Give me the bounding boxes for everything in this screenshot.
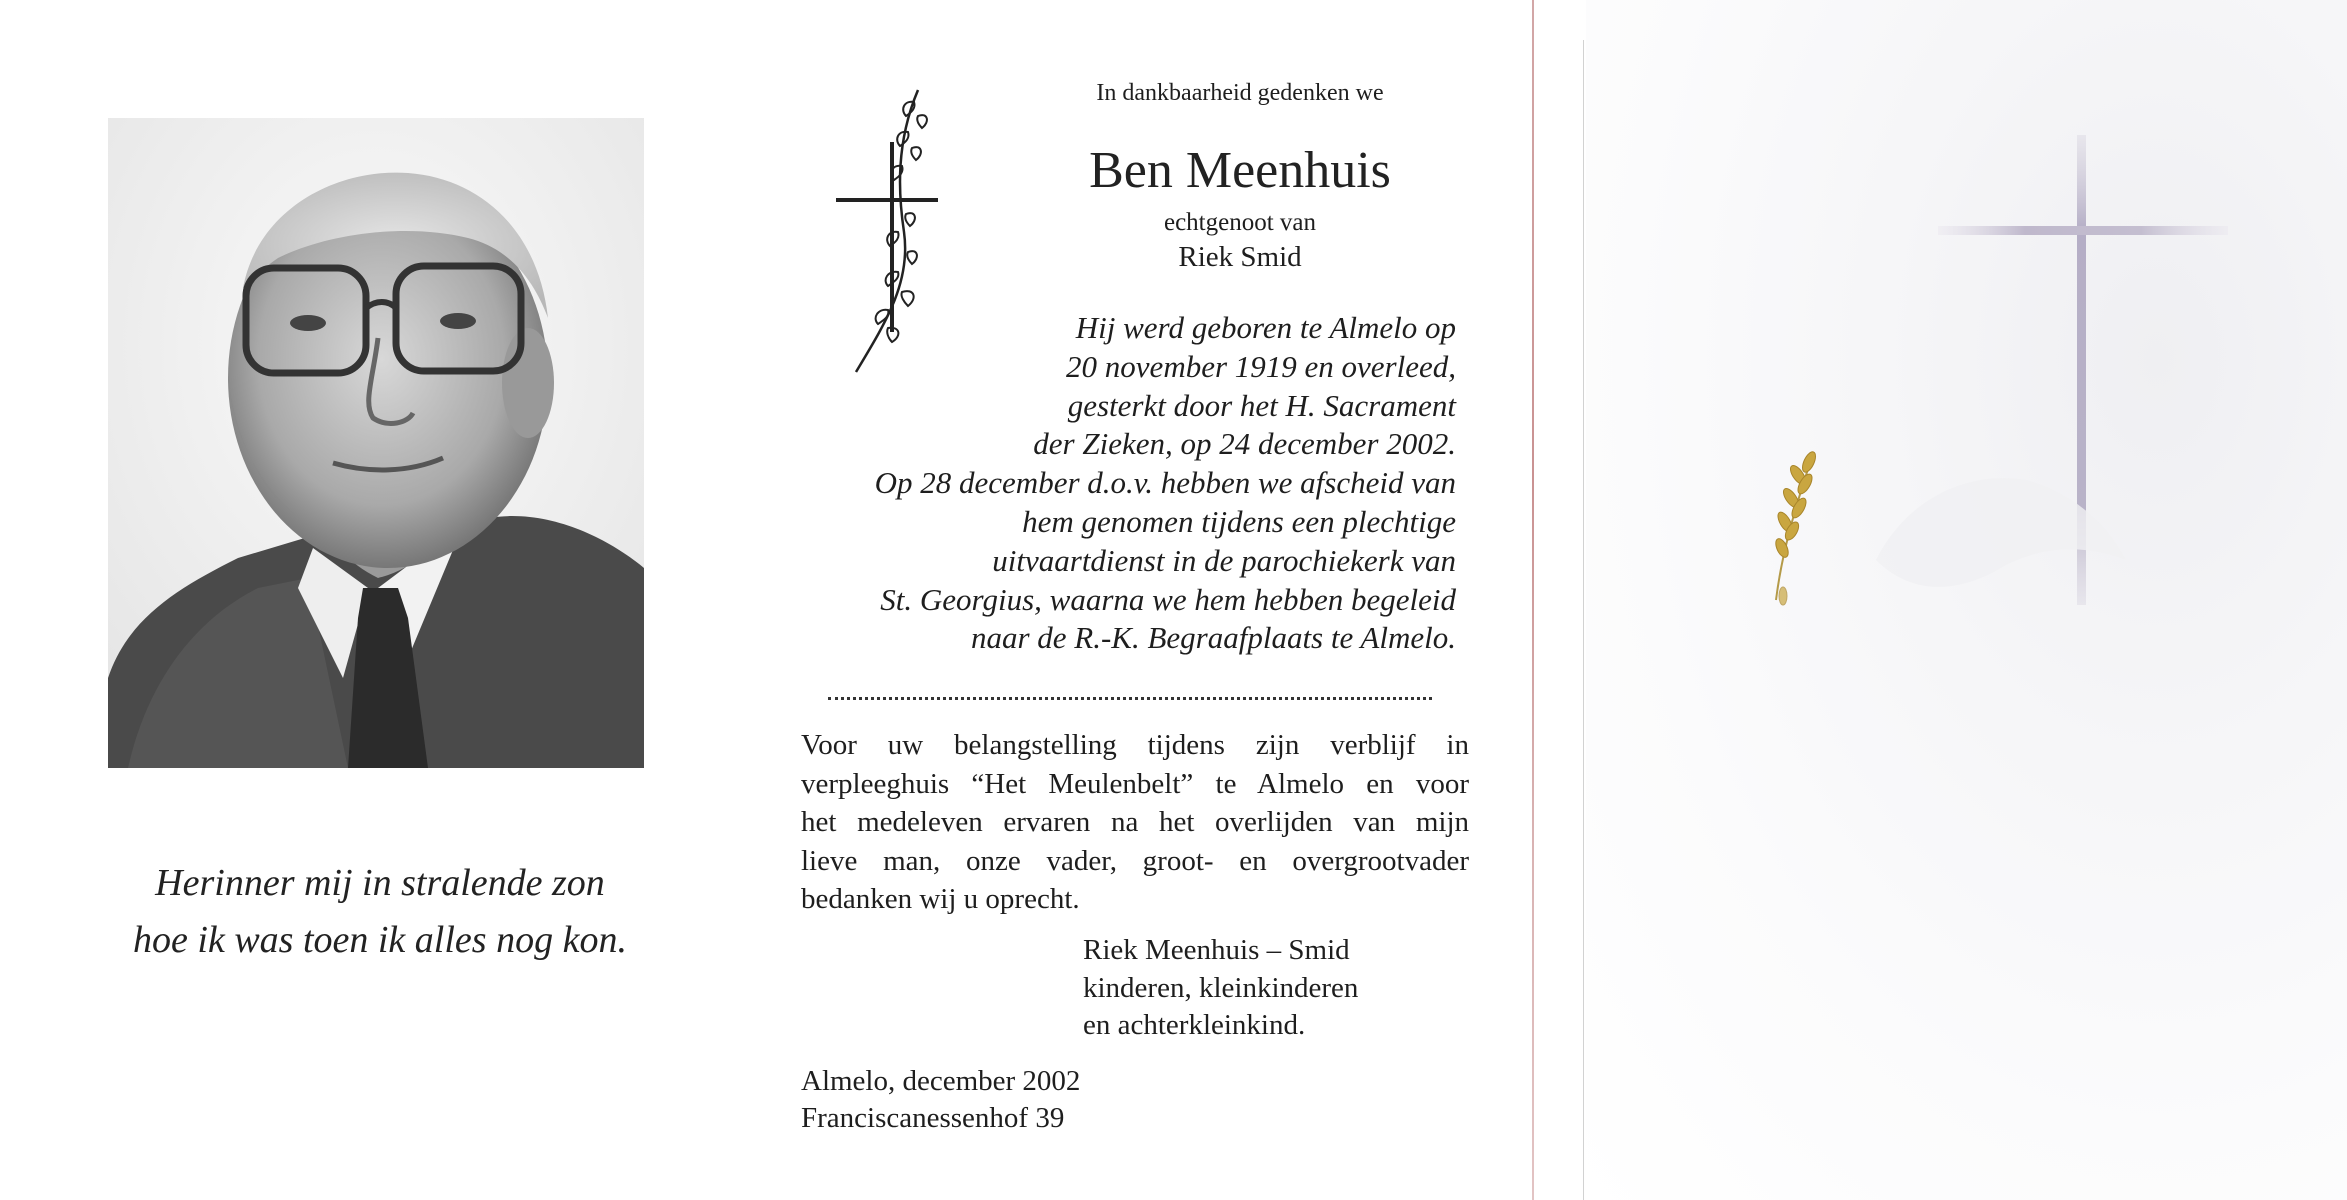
place-date-line: Almelo, december 2002 (801, 1065, 1081, 1097)
signatory-line: en achterkleinkind. (1083, 1009, 1306, 1041)
thanks-paragraph (801, 726, 1469, 919)
dotted-divider (828, 697, 1432, 700)
bio-line: Hij werd geboren te Almelo op (1075, 310, 1456, 345)
signatories (1083, 932, 1463, 1045)
deceased-name: Ben Meenhuis (1089, 142, 1391, 199)
memorial-poem (60, 855, 700, 969)
fold-line-secondary (1583, 40, 1584, 1200)
bio-line: gesterkt door het H. Sacrament (1067, 387, 1456, 423)
thanks-line: Voor uw belangstelling tijdens zijn verblijf in (801, 729, 1469, 761)
thanks-line: lieve man, onze vader, groot- en overgrootvader (801, 844, 1469, 877)
spouse-label: echtgenoot van (1163, 209, 1317, 236)
intro-text: In dankbaarheid gedenken we (1096, 80, 1384, 106)
thanks-line: verpleeghuis “Het Meulenbelt” te Almelo en voor (801, 767, 1469, 800)
address-line: Franciscanessenhof 39 (801, 1102, 1065, 1134)
bio-line: St. Georgius, waarna we hem hebben begeleid (880, 581, 1456, 617)
poem-line: Herinner mij in stralende zon (155, 862, 605, 904)
fold-line (1532, 0, 1534, 1200)
bio-line: naar de R.-K. Begraafplaats te Almelo. (970, 620, 1456, 656)
portrait-photo (108, 118, 644, 768)
bio-line: Op 28 december d.o.v. hebben we afscheid van (874, 465, 1456, 501)
poem-line: hoe ik was toen ik alles nog kon. (133, 919, 627, 961)
spouse-name: Riek Smid (1178, 241, 1302, 273)
bio-line: hem genomen tijdens een plechtige (1022, 503, 1456, 539)
signatory-line: Riek Meenhuis – Smid (1083, 934, 1350, 966)
bio-line: 20 november 1919 en overleed, (1066, 348, 1456, 384)
place-date (801, 1063, 1201, 1137)
cover-panel (1586, 0, 2347, 1200)
thanks-line: bedanken wij u oprecht. (801, 883, 1080, 916)
signatory-line: kinderen, kleinkinderen (1083, 971, 1359, 1004)
wheat-icon (1773, 450, 1818, 605)
bio-line: der Zieken, op 24 december 2002. (1033, 426, 1456, 462)
biography (770, 309, 1456, 658)
bio-line: uitvaartdienst in de parochiekerk van (992, 542, 1456, 578)
thanks-line: het medeleven ervaren na het overlijden van mijn (801, 806, 1469, 839)
